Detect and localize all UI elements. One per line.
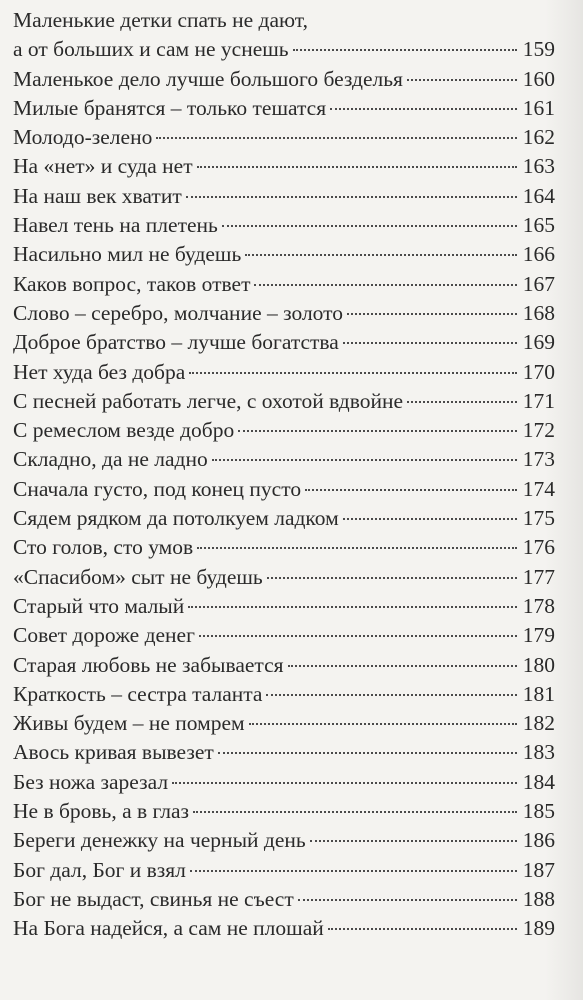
toc-entry: [13, 738, 555, 767]
dot-leader: [267, 577, 517, 579]
toc-line: [13, 328, 555, 357]
entry-title: Доброе братство – лучше богатства: [13, 330, 339, 355]
dot-leader: [347, 313, 517, 315]
page-number: 167: [522, 271, 555, 296]
entry-title: Навел тень на плетень: [13, 213, 218, 238]
page-number: 184: [522, 769, 555, 794]
table-of-contents: [13, 6, 555, 944]
toc-line: [13, 768, 555, 797]
dot-leader: [293, 49, 517, 51]
toc-entry: [13, 123, 555, 152]
page-number: 180: [522, 652, 555, 677]
toc-entry: [13, 387, 555, 416]
toc-line: [13, 504, 555, 533]
dot-leader: [212, 459, 517, 461]
dot-leader: [188, 606, 517, 608]
entry-title: Сначала густо, под конец пусто: [13, 476, 302, 501]
toc-line: [13, 387, 555, 416]
page-number: 162: [522, 125, 555, 150]
toc-entry: [13, 6, 555, 65]
toc-line: [13, 6, 555, 35]
toc-line: [13, 709, 555, 738]
toc-line: [13, 651, 555, 680]
toc-line: [13, 240, 555, 269]
page-number: 166: [522, 242, 555, 267]
page-number: 178: [522, 593, 555, 618]
toc-entry: [13, 152, 555, 181]
page-number: 179: [522, 623, 555, 648]
entry-title: Авось кривая вывезет: [13, 740, 214, 765]
toc-entry: [13, 65, 555, 94]
toc-entry: [13, 270, 555, 299]
page-number: 181: [522, 681, 555, 706]
entry-title: Бог не выдаст, свинья не съест: [13, 886, 294, 911]
page-number: 168: [522, 300, 555, 325]
page-number: 188: [522, 886, 555, 911]
dot-leader: [190, 870, 517, 872]
page-number: 159: [522, 37, 555, 62]
toc-entry: [13, 885, 555, 914]
page-number: 183: [522, 740, 555, 765]
entry-title: Милые бранятся – только тешатся: [13, 95, 327, 120]
page-number: 185: [522, 799, 555, 824]
toc-entry: [13, 914, 555, 943]
entry-title: «Спасибом» сыт не будешь: [13, 564, 263, 589]
entry-title: Сто голов, сто умов: [13, 535, 194, 560]
dot-leader: [245, 254, 517, 256]
entry-title: Сядем рядком да потолкуем ладком: [13, 506, 339, 531]
dot-leader: [298, 899, 517, 901]
dot-leader: [222, 225, 517, 227]
page-number: 161: [522, 95, 555, 120]
entry-title: Нет худа без добра: [13, 359, 186, 384]
toc-line: [13, 211, 555, 240]
dot-leader: [189, 372, 517, 374]
dot-leader: [218, 752, 517, 754]
toc-entry: [13, 416, 555, 445]
dot-leader: [288, 665, 517, 667]
toc-entry: [13, 328, 555, 357]
toc-line: [13, 856, 555, 885]
page-number: 176: [522, 535, 555, 560]
toc-line: [13, 94, 555, 123]
page-number: 177: [522, 564, 555, 589]
toc-line: [13, 65, 555, 94]
toc-entry: [13, 797, 555, 826]
toc-entry: [13, 299, 555, 328]
toc-entry: [13, 240, 555, 269]
toc-line: [13, 533, 555, 562]
entry-title: Насильно мил не будешь: [13, 242, 242, 267]
page-number: 182: [522, 711, 555, 736]
entry-title: Бог дал, Бог и взял: [13, 857, 186, 882]
dot-leader: [330, 108, 517, 110]
toc-line: [13, 182, 555, 211]
dot-leader: [266, 694, 517, 696]
toc-line: [13, 35, 555, 64]
toc-line: [13, 475, 555, 504]
page-number: 165: [522, 213, 555, 238]
toc-line: [13, 152, 555, 181]
dot-leader: [238, 430, 517, 432]
toc-entry: [13, 504, 555, 533]
entry-title: Маленькие детки спать не дают,: [13, 8, 308, 32]
entry-title: Каков вопрос, таков ответ: [13, 271, 251, 296]
entry-title: а от больших и сам не уснешь: [13, 37, 289, 62]
dot-leader: [343, 518, 517, 520]
toc-entry: [13, 592, 555, 621]
page-number: 175: [522, 506, 555, 531]
toc-entry: [13, 94, 555, 123]
toc-entry: [13, 680, 555, 709]
toc-entry: [13, 445, 555, 474]
entry-title: С ремеслом везде добро: [13, 418, 235, 443]
toc-line: [13, 885, 555, 914]
dot-leader: [328, 928, 517, 930]
page-number: 174: [522, 476, 555, 501]
page-number: 169: [522, 330, 555, 355]
toc-line: [13, 826, 555, 855]
toc-line: [13, 680, 555, 709]
toc-line: [13, 270, 555, 299]
page-number: 187: [522, 857, 555, 882]
dot-leader: [254, 284, 517, 286]
toc-line: [13, 592, 555, 621]
dot-leader: [193, 811, 517, 813]
entry-title: Складно, да не ладно: [13, 447, 208, 472]
page-number: 170: [522, 359, 555, 384]
entry-title: Старая любовь не забывается: [13, 652, 284, 677]
page-number: 164: [522, 183, 555, 208]
page-number: 172: [522, 418, 555, 443]
toc-line: [13, 738, 555, 767]
dot-leader: [343, 342, 517, 344]
toc-line: [13, 299, 555, 328]
entry-title: На «нет» и суда нет: [13, 154, 193, 179]
toc-line: [13, 914, 555, 943]
dot-leader: [305, 489, 517, 491]
dot-leader: [156, 137, 517, 139]
dot-leader: [310, 840, 517, 842]
entry-title: Совет дороже денег: [13, 623, 195, 648]
dot-leader: [249, 723, 517, 725]
entry-title: Краткость – сестра таланта: [13, 681, 263, 706]
entry-title: Слово – серебро, молчание – золото: [13, 300, 344, 325]
toc-entry: [13, 856, 555, 885]
entry-title: Старый что малый: [13, 593, 185, 618]
entry-title: Живы будем – не помрем: [13, 711, 245, 736]
toc-line: [13, 445, 555, 474]
toc-entry: [13, 768, 555, 797]
entry-title: Береги денежку на черный день: [13, 828, 306, 853]
toc-entry: [13, 533, 555, 562]
entry-title: На наш век хватит: [13, 183, 182, 208]
entry-title: Молодо-зелено: [13, 125, 153, 150]
dot-leader: [197, 166, 517, 168]
entry-title: Не в бровь, а в глаз: [13, 799, 190, 824]
page-number: 163: [522, 154, 555, 179]
toc-line: [13, 123, 555, 152]
toc-entry: [13, 182, 555, 211]
page-number: 173: [522, 447, 555, 472]
toc-entry: [13, 358, 555, 387]
toc-entry: [13, 709, 555, 738]
entry-title: На Бога надейся, а сам не плошай: [13, 916, 324, 941]
dot-leader: [186, 196, 517, 198]
entry-title: С песней работать легче, с охотой вдвойне: [13, 388, 404, 413]
page-number: 189: [522, 916, 555, 941]
page-number: 171: [522, 388, 555, 413]
toc-line: [13, 797, 555, 826]
page-number: 186: [522, 828, 555, 853]
entry-title: Маленькое дело лучше большого безделья: [13, 66, 403, 91]
toc-entry: [13, 211, 555, 240]
page-number: 160: [522, 66, 555, 91]
dot-leader: [199, 635, 517, 637]
dot-leader: [407, 79, 517, 81]
toc-entry: [13, 826, 555, 855]
dot-leader: [197, 547, 517, 549]
toc-line: [13, 563, 555, 592]
dot-leader: [172, 782, 517, 784]
toc-line: [13, 416, 555, 445]
toc-line: [13, 358, 555, 387]
toc-entry: [13, 475, 555, 504]
entry-title: Без ножа зарезал: [13, 769, 169, 794]
toc-entry: [13, 621, 555, 650]
dot-leader: [407, 401, 517, 403]
toc-entry: [13, 563, 555, 592]
toc-entry: [13, 651, 555, 680]
toc-line: [13, 621, 555, 650]
